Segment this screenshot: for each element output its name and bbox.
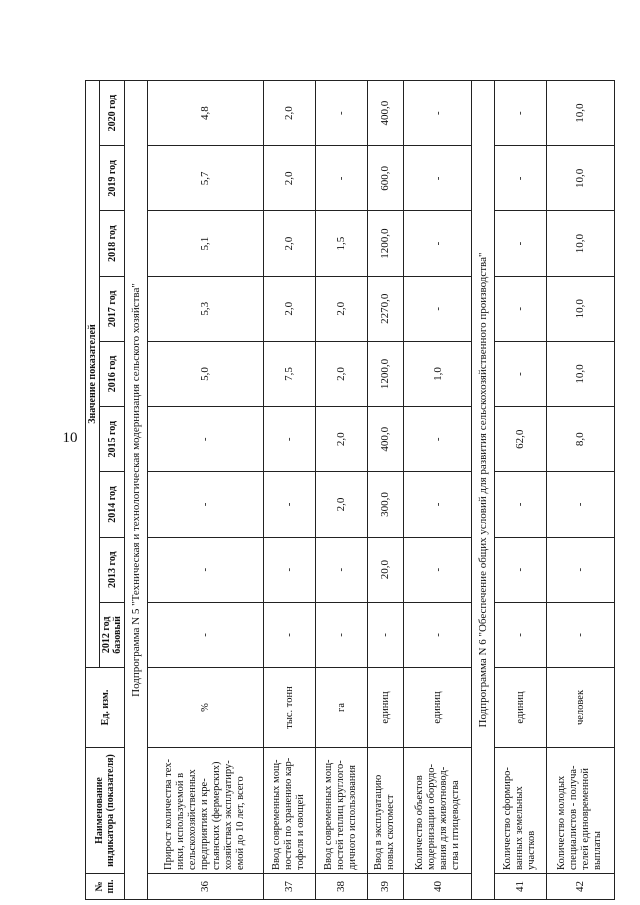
header-unit: Ед. изм. [86,668,125,748]
value-cell: 4,8 [147,81,263,146]
value-cell: 5,0 [147,341,263,406]
value-cell: 10,0 [546,276,614,341]
indicator-name: Количество молодых специалистов - получа- телей единовременной выплаты [546,748,614,874]
value-cell: - [315,81,367,146]
value-cell: 7,5 [263,341,315,406]
value-cell: 2,0 [315,472,367,537]
table-row [263,81,315,900]
row-number: 36 [147,874,263,900]
indicator-name: Прирост количества тех- ники, используемой в сельскохозяйственных предприятиях и кре- стьянских (фермерских) хозяйствах эксплуатиру- емой до 10 лет, всего [147,748,263,874]
header-year: 2014 год [100,472,125,537]
value-cell: - [315,602,367,667]
table-row [367,81,403,900]
value-cell: - [263,472,315,537]
indicator-name: Количество сформиро- ванных земельных участков [494,748,546,874]
value-cell: - [404,276,472,341]
header-year: 2019 год [100,146,125,211]
unit-cell: тыс. тонн [263,668,315,748]
value-cell: 5,1 [147,211,263,276]
indicator-table-wrapper [85,80,615,900]
header-year: 2017 год [100,276,125,341]
value-cell: 400,0 [367,81,403,146]
value-cell: 1,5 [315,211,367,276]
value-cell: 600,0 [367,146,403,211]
value-cell: 1200,0 [367,341,403,406]
value-cell: 2,0 [315,407,367,472]
header-year: 2015 год [100,407,125,472]
header-name: Наименование индикатора (показателя) [86,748,125,874]
value-cell: - [494,537,546,602]
value-cell: 5,7 [147,146,263,211]
value-cell: - [494,472,546,537]
value-cell: - [546,602,614,667]
subprogram-row [472,81,495,900]
value-cell: 2,0 [263,211,315,276]
value-cell: - [494,211,546,276]
value-cell: - [494,341,546,406]
value-cell: 400,0 [367,407,403,472]
value-cell: - [404,81,472,146]
value-cell: - [263,537,315,602]
row-number: 38 [315,874,367,900]
value-cell: - [404,407,472,472]
indicator-name: Количество объектов модернизации оборудо- вания для животновод- ства и птицеводства [404,748,472,874]
value-cell: 10,0 [546,211,614,276]
subprogram-row [125,81,148,900]
value-cell: 1,0 [404,341,472,406]
header-values: Значение показателей [86,81,100,668]
value-cell: - [546,472,614,537]
value-cell: - [404,211,472,276]
value-cell: 10,0 [546,146,614,211]
value-cell: - [147,407,263,472]
value-cell: - [315,146,367,211]
value-cell: - [494,276,546,341]
value-cell: 2,0 [263,81,315,146]
value-cell: - [367,602,403,667]
value-cell: - [494,602,546,667]
unit-cell: га [315,668,367,748]
value-cell: 2270,0 [367,276,403,341]
header-year: 2013 год [100,537,125,602]
value-cell: - [404,537,472,602]
value-cell: 2,0 [315,341,367,406]
table-row [404,81,472,900]
value-cell: - [147,602,263,667]
value-cell: 2,0 [263,276,315,341]
header-year: 2012 год базовый [100,602,125,667]
row-number: 37 [263,874,315,900]
unit-cell: единиц [367,668,403,748]
value-cell: 10,0 [546,81,614,146]
subprogram-title: Подпрограмма N 6 "Обеспечение общих условий для развития сельскохозяйственного производства" [472,81,495,900]
value-cell: - [494,146,546,211]
header-year: 2020 год [100,81,125,146]
row-number: 40 [404,874,472,900]
value-cell: 2,0 [263,146,315,211]
value-cell: 5,3 [147,276,263,341]
table-row [546,81,614,900]
header-year: 2018 год [100,211,125,276]
indicator-name: Ввод современных мощ- ностей по хранению кар- тофеля и овощей [263,748,315,874]
unit-cell: единиц [404,668,472,748]
value-cell: 20,0 [367,537,403,602]
row-number: 41 [494,874,546,900]
table-row [315,81,367,900]
table-row [494,81,546,900]
value-cell: 10,0 [546,341,614,406]
header-row-top [86,81,100,900]
indicator-name: Ввод современных мощ- ностей теплиц круглого- дичного использования [315,748,367,874]
row-number: 42 [546,874,614,900]
row-number: 39 [367,874,403,900]
unit-cell: единиц [494,668,546,748]
indicator-name: Ввод в эксплуатацию новых скотомест [367,748,403,874]
subprogram-title: Подпрограмма N 5 "Техническая и технологическая модернизация сельского хозяйства" [125,81,148,900]
header-year: 2016 год [100,341,125,406]
value-cell: 2,0 [315,276,367,341]
table-row [147,81,263,900]
page-number: 10 [62,430,78,446]
value-cell: - [263,602,315,667]
header-no: № пп. [86,874,125,900]
value-cell: - [147,537,263,602]
unit-cell: человек [546,668,614,748]
value-cell: - [404,602,472,667]
value-cell: - [494,81,546,146]
unit-cell: % [147,668,263,748]
value-cell: - [315,537,367,602]
value-cell: - [147,472,263,537]
value-cell: 62,0 [494,407,546,472]
value-cell: - [404,472,472,537]
value-cell: 8,0 [546,407,614,472]
value-cell: - [404,146,472,211]
value-cell: 1200,0 [367,211,403,276]
indicator-table [85,80,615,900]
value-cell: - [546,537,614,602]
value-cell: - [263,407,315,472]
value-cell: 300,0 [367,472,403,537]
